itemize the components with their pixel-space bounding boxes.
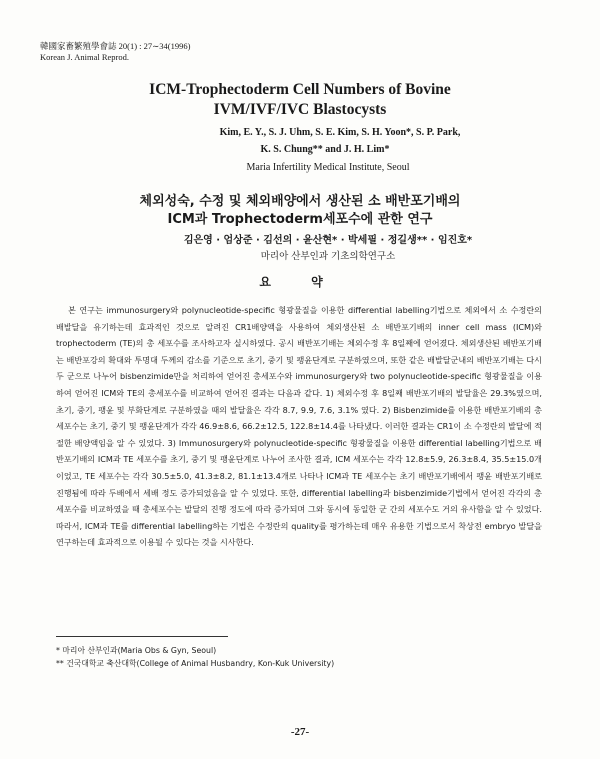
footnote-divider	[56, 636, 228, 637]
page-number: -27-	[290, 726, 310, 738]
title-ko-line2: ICM과 Trophectoderm세포수에 관한 연구	[167, 212, 433, 227]
authors-en-line2: K. S. Chung** and J. H. Lim*	[260, 144, 390, 155]
footnote-1: * 마리아 산부인과(Maria Obs & Gyn, Seoul)	[56, 646, 217, 655]
abstract-body: 본 연구는 immunosurgery와 polynucleotide-specific 형광물질을 이용한 differential labelling기법으로 체외에서 소 수정란의 배발달을 유기하는데 효과적인 것으로 알려진 CR1배양액을 사용하여 체외생산된 소 배반포기배의 inner cell mass (ICM)와 trophectoderm (TE)의 총 세포수를 조사하고자 실시하였다. 공시 배반포기배는 체외수정 후 8일째에 얻어졌다. 체외생산된 배반포기배는 배반포강의 확대와 투명대 두께의 감소를 기준으로 초기, 중기 및 팽윤단계로 구분하였으며, 또한 같은 배발달군내의 배반포기배는 다시 두 군으로 나누어 bisbenzimide만을 처리하여 얻어진 총세포수와 immunosurgery와 two polynucleotide-specific 형광물질을 이용하여 얻어진 ICM와 TE의 총세포수를 비교하여 얻어진 결과는 다음과 같다. 1) 체외수정 후 8일째 배반포기배의 발달율은 29.3%였으며, 초기, 중기, 팽윤 및 부화단계로 구분하였을 때의 발달율은 각각 8.7, 9.9, 7.6, 3.1% 였다. 2) Bisbenzimide를 이용한 배반포기배의 총 세포수는 초기, 중기 및 팽윤단계가 각각 46.9±8.6, 66.2±12.5, 122.8±14.4를 나타냈다. 이러한 결과는 CR1이 소 수정란의 발달에 적절한 배양액임을 알 수 있었다. 3) Immunosurgery와 polynucleotide-specific 형광물질을 이용한 differential labelling기법으로 배반포기배의 ICM과 TE 세포수를 초기, 중기 및 팽윤단계로 나누어 조사한 결과, ICM 세포수는 각각 12.8±5.9, 26.3±8.4, 35.5±15.0개 이었고, TE 세포수는 각각 30.5±5.0, 41.3±8.2, 81.1±13.4개로 나타나 ICM과 TE 세포수는 초기 배반포기배에서 팽윤 배반포기배로 진행됨에 따라 두배에서 세배 정도 증가되었음을 알 수 있었다. 또한, differential labelling과 bisbenzimide기법에서 얻어진 각각의 총세포수를 비교하였을 때 총세포수는 발달의 진행 정도에 따라 증가되며 그와 동시에 동일한 군 간의 세포수도 거의 유사함을 알 수 있었다. 따라서, ICM과 TE를 differential labelling하는 기법은 수정란의 quality를 평가하는데 매우 유용한 기법으로서 착상전 embryo 발달을 연구하는데 효과적으로 이용될 수 있다는 것을 시사한다.	[56, 305, 542, 548]
journal-header	[40, 41, 190, 63]
institution-en: Maria Infertility Medical Institute, Seoul	[246, 162, 410, 173]
footnote-2: ** 건국대학교 축산대학(College of Animal Husbandry, Kon-Kuk University)	[56, 659, 335, 668]
title-en-line1: ICM-Trophectoderm Cell Numbers of Bovine	[149, 81, 451, 98]
title-ko-line1: 체외성숙, 수정 및 체외배양에서 생산된 소 배반포기배의	[139, 194, 461, 209]
authors-en-line1: Kim, E. Y., S. J. Uhm, S. E. Kim, S. H. Yoon*, S. P. Park,	[219, 127, 461, 138]
journal-citation: 韓國家畜繁殖學會誌 20(1) : 27∼34(1996)	[40, 41, 191, 51]
journal-name-en: Korean J. Animal Reprod.	[40, 52, 129, 62]
authors-ko: 김은영 · 엄상준 · 김선의 · 윤산현* · 박세필 · 정길생** · 임진호*	[183, 235, 473, 246]
title-en-line2: IVM/IVF/IVC Blastocysts	[213, 101, 387, 118]
abstract-heading: 요 약	[259, 275, 341, 289]
footnotes	[56, 644, 334, 670]
institution-ko: 마리아 산부인과 기초의학연구소	[260, 251, 396, 262]
